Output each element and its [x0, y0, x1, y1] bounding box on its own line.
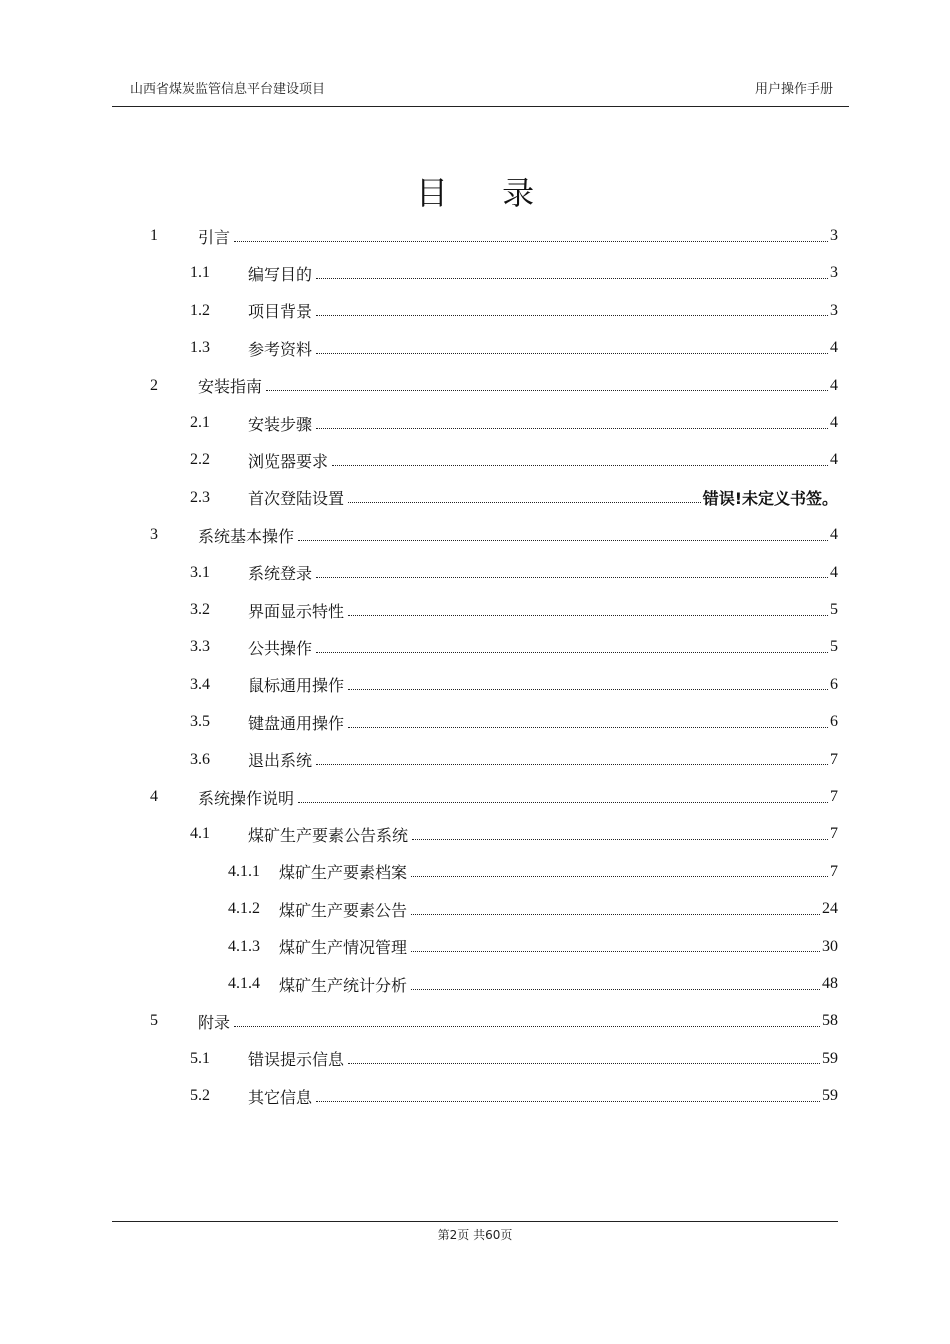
toc-entry-number: 4 — [150, 788, 158, 805]
toc-entry-title: 煤矿生产要素公告系统 — [248, 825, 409, 845]
toc-entry-number: 3.6 — [190, 750, 210, 768]
toc-leader-dots — [316, 577, 828, 578]
toc-entry[interactable] — [228, 854, 838, 890]
toc-entry[interactable] — [190, 1041, 838, 1077]
toc-leader-dots — [348, 1063, 820, 1064]
toc-entry-title: 安装步骤 — [248, 414, 313, 434]
toc-entry-number: 3.2 — [190, 601, 210, 618]
toc-entry-number: 3.1 — [190, 563, 210, 581]
toc-entry-page: 3 — [830, 264, 838, 282]
toc-entry-number: 5.1 — [190, 1049, 210, 1067]
toc-entry-number: 4.1.4 — [228, 975, 260, 992]
toc-entry-number: 3.5 — [190, 713, 210, 731]
page-footer — [112, 1221, 838, 1242]
toc-entry-title: 煤矿生产要素公告 — [279, 900, 408, 920]
toc-entry[interactable] — [190, 667, 838, 703]
toc-entry-title: 煤矿生产情况管理 — [279, 938, 408, 958]
page-number: 第2页 共60页 — [437, 1228, 513, 1242]
toc-title: 目 录 — [415, 174, 557, 212]
toc-entry-page: 5 — [830, 601, 838, 618]
toc-entry[interactable] — [150, 1003, 838, 1039]
toc-entry[interactable] — [190, 816, 838, 852]
toc-entry-number: 3 — [150, 526, 158, 544]
toc-entry[interactable] — [190, 405, 838, 441]
toc-entry-page: 59 — [822, 1049, 838, 1067]
toc-entry-title: 系统操作说明 — [198, 788, 295, 808]
toc-entry-page: 7 — [830, 788, 838, 805]
toc-leader-dots — [298, 540, 828, 541]
toc-entry[interactable] — [190, 629, 838, 665]
toc-leader-dots — [348, 689, 828, 690]
toc-entry-number: 4.1.2 — [228, 900, 260, 918]
toc-leader-dots — [411, 876, 828, 877]
toc-entry-number: 1.3 — [190, 339, 210, 357]
toc-entry-title: 煤矿生产要素档案 — [279, 863, 408, 883]
toc-leader-dots — [316, 764, 828, 765]
toc-entry[interactable] — [190, 330, 838, 366]
toc-entry-number: 2.3 — [190, 488, 210, 506]
toc-entry[interactable] — [190, 1078, 838, 1114]
toc-entry-page: 5 — [830, 638, 838, 656]
toc-entry[interactable] — [150, 218, 838, 254]
toc-entry-number: 2 — [150, 376, 158, 394]
toc-leader-dots — [316, 1101, 820, 1102]
toc-entry-number: 2.1 — [190, 414, 210, 431]
toc-entry-page: 3 — [830, 227, 838, 244]
toc-entry-title: 退出系统 — [248, 751, 313, 771]
header-document-type: 用户操作手册 — [754, 82, 833, 97]
toc-entry[interactable] — [190, 742, 838, 778]
toc-leader-dots — [348, 727, 828, 728]
toc-entry[interactable] — [190, 704, 838, 740]
toc-entry-error-message: 错误!未定义书签。 — [702, 489, 838, 509]
toc-entry-page: 30 — [822, 937, 838, 955]
toc-entry-page: 4 — [830, 376, 838, 394]
toc-entry-page: 58 — [822, 1012, 838, 1030]
toc-entry[interactable] — [190, 480, 838, 516]
page-header — [112, 76, 849, 107]
toc-entry[interactable] — [150, 517, 838, 553]
toc-entry-title: 键盘通用操作 — [248, 713, 345, 733]
toc-entry[interactable] — [190, 442, 838, 478]
toc-entry[interactable] — [190, 255, 838, 291]
toc-entry-page: 4 — [830, 339, 838, 357]
toc-entry-number: 5.2 — [190, 1087, 210, 1105]
toc-entry-number: 2.2 — [190, 451, 210, 469]
toc-entry-title: 界面显示特性 — [248, 601, 345, 621]
toc-entry-number: 3.4 — [190, 675, 210, 693]
toc-entry[interactable] — [150, 368, 838, 404]
toc-entry-title: 系统基本操作 — [198, 526, 295, 546]
toc-entry-number: 1.1 — [190, 264, 210, 282]
toc-entry-page: 3 — [830, 301, 838, 319]
toc-leader-dots — [411, 989, 820, 990]
toc-leader-dots — [316, 428, 828, 429]
toc-leader-dots — [316, 315, 828, 316]
toc-leader-dots — [234, 1026, 820, 1027]
toc-entry-title: 鼠标通用操作 — [248, 676, 345, 696]
toc-entry-page: 4 — [830, 526, 838, 544]
toc-leader-dots — [348, 615, 828, 616]
toc-entry[interactable] — [150, 779, 838, 815]
toc-entry-title: 附录 — [198, 1012, 231, 1032]
toc-entry[interactable] — [190, 555, 838, 591]
toc-entry-title: 其它信息 — [248, 1087, 313, 1107]
toc-entry-page: 4 — [830, 414, 838, 431]
toc-entry-page: 4 — [830, 563, 838, 581]
toc-entry-title: 系统登录 — [248, 564, 313, 584]
toc-entry-title: 引言 — [198, 227, 231, 247]
toc-entry-page: 7 — [830, 750, 838, 768]
toc-entry-title: 项目背景 — [248, 302, 313, 322]
toc-entry-title: 参考资料 — [248, 339, 313, 359]
header-project-title: 山西省煤炭监管信息平台建设项目 — [130, 82, 326, 97]
toc-entry[interactable] — [190, 293, 838, 329]
toc-entry-page: 24 — [822, 900, 838, 918]
toc-entry-number: 1 — [150, 227, 158, 244]
toc-leader-dots — [332, 465, 828, 466]
toc-entry-number: 5 — [150, 1012, 158, 1030]
toc-entry-page: 6 — [830, 713, 838, 731]
toc-entry-title: 首次登陆设置 — [248, 489, 345, 509]
toc-entry-title: 煤矿生产统计分析 — [279, 975, 408, 995]
toc-leader-dots — [348, 502, 701, 503]
toc-entry-page: 6 — [830, 675, 838, 693]
toc-leader-dots — [234, 241, 828, 242]
toc-leader-dots — [316, 353, 828, 354]
toc-entry[interactable] — [190, 592, 838, 628]
toc-entry-page: 4 — [830, 451, 838, 469]
toc-entry-page: 7 — [830, 862, 838, 880]
toc-entry-number: 4.1 — [190, 825, 210, 843]
toc-entry-page: 48 — [822, 975, 838, 992]
toc-leader-dots — [316, 278, 828, 279]
toc-entry-page: 7 — [830, 825, 838, 843]
toc-leader-dots — [412, 839, 828, 840]
toc-entry-number: 4.1.1 — [228, 862, 260, 880]
toc-leader-dots — [411, 914, 820, 915]
toc-entry-page: 59 — [822, 1087, 838, 1105]
toc-entry-number: 4.1.3 — [228, 937, 260, 955]
toc-entry-title: 浏览器要求 — [248, 451, 329, 471]
toc-leader-dots — [266, 390, 828, 391]
toc-entry[interactable] — [228, 929, 838, 965]
toc-leader-dots — [316, 652, 828, 653]
toc-entry-title: 编写目的 — [248, 264, 313, 284]
toc-entry-title: 错误提示信息 — [248, 1050, 345, 1070]
toc-entry[interactable] — [228, 966, 838, 1002]
toc-leader-dots — [411, 951, 820, 952]
toc-entry[interactable] — [228, 891, 838, 927]
toc-entry-number: 3.3 — [190, 638, 210, 656]
toc-entry-title: 公共操作 — [248, 638, 313, 658]
toc-entry-title: 安装指南 — [198, 377, 263, 397]
toc-entry-number: 1.2 — [190, 301, 210, 319]
toc-leader-dots — [298, 802, 828, 803]
